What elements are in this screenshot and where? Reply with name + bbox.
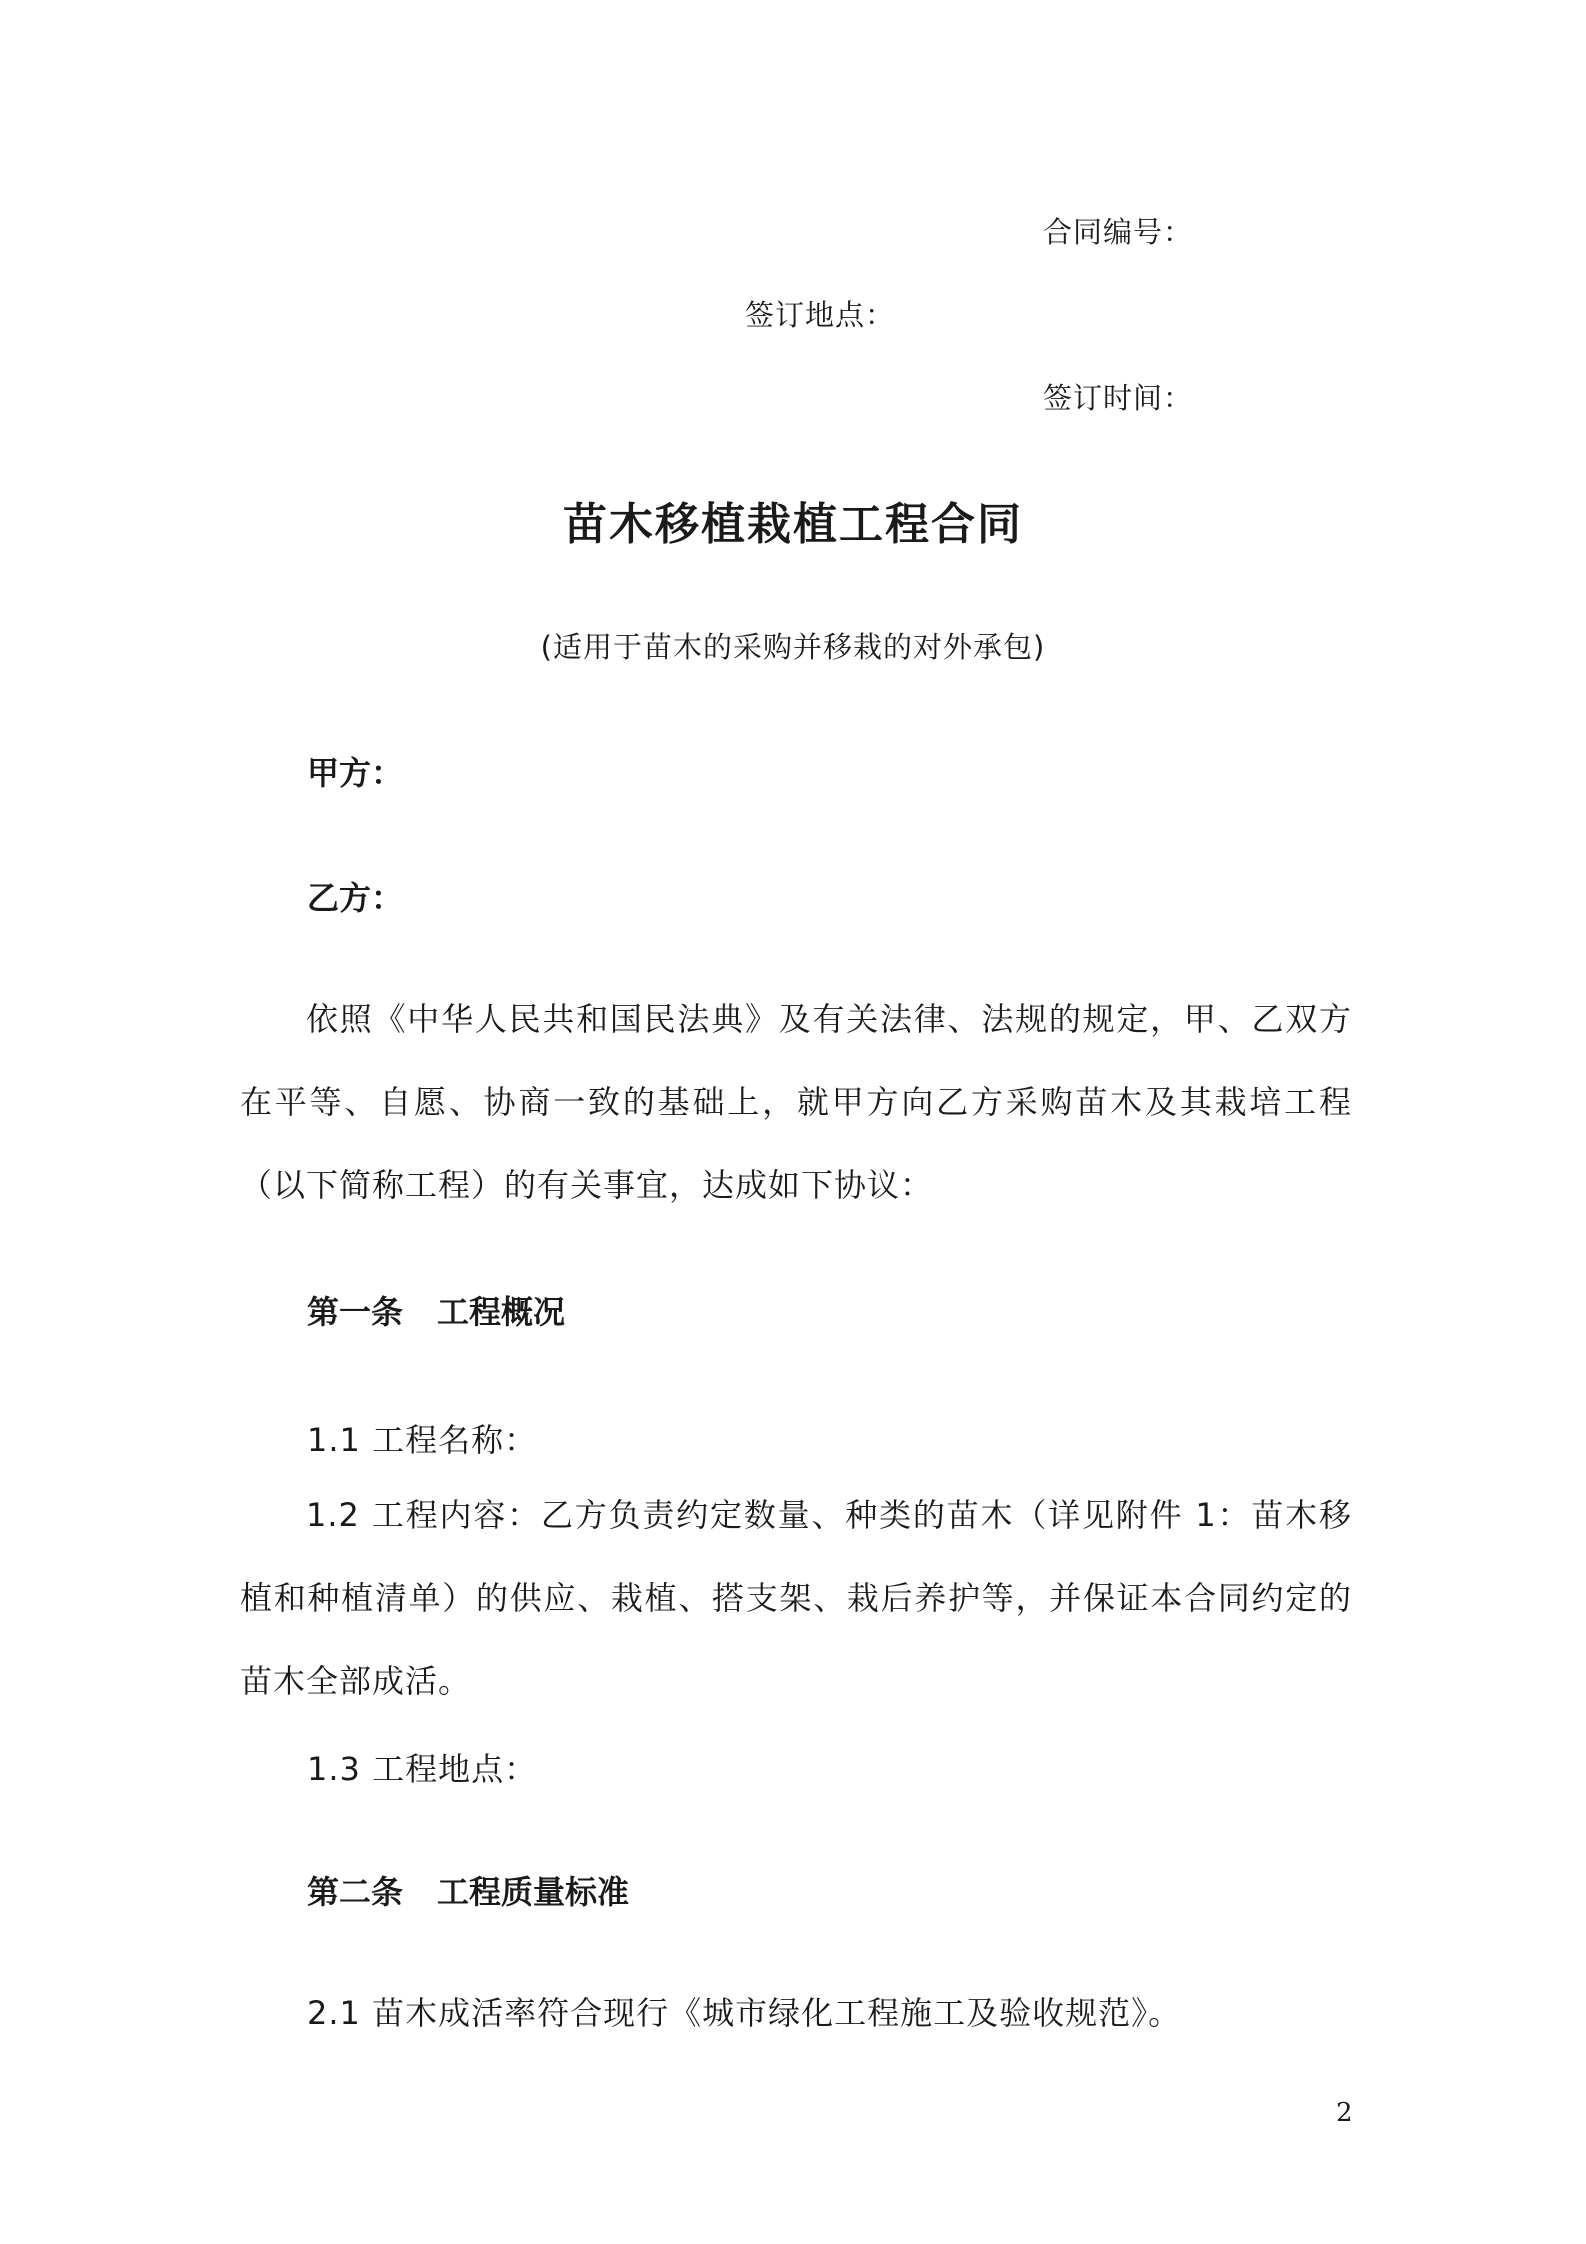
document-subtitle: (适用于苗木的采购并移栽的对外承包): [540, 630, 1046, 664]
article-1-number: 第一条: [307, 1293, 404, 1331]
sign-place-label: 签订地点：: [745, 298, 896, 332]
page-number: 2: [1336, 2098, 1353, 2128]
party-a-label: 甲方：: [307, 754, 404, 792]
article-2-heading: [307, 1867, 629, 1913]
item-1-1: 1.1 工程名称：: [307, 1421, 538, 1459]
article-2-number: 第二条: [307, 1873, 404, 1911]
item-1-2: 1.2 工程内容：乙方负责约定数量、种类的苗木（详见附件 1：苗木移植和种植清单）的供应、栽植、搭支架、栽后养护等，并保证本合同约定的苗木全部成活。: [240, 1496, 1352, 1700]
preamble-paragraph: 依照《中华人民共和国民法典》及有关法律、法规的规定，甲、乙双方在平等、自愿、协商一致的基础上，就甲方向乙方采购苗木及其栽培工程（以下简称工程）的有关事宜，达成如下协议：: [240, 1000, 1352, 1204]
item-1-3: 1.3 工程地点：: [307, 1750, 538, 1788]
article-1-heading: [307, 1287, 565, 1333]
item-2-1: 2.1 苗木成活率符合现行《城市绿化工程施工及验收规范》。: [307, 1994, 1182, 2032]
contract-number-label: 合同编号：: [1043, 215, 1194, 249]
article-2-title: 工程质量标准: [437, 1873, 630, 1911]
party-b-label: 乙方：: [307, 879, 404, 917]
document-title: 苗木移植栽植工程合同: [563, 499, 1023, 550]
sign-time-label: 签订时间：: [1043, 381, 1194, 415]
article-1-title: 工程概况: [437, 1293, 566, 1331]
